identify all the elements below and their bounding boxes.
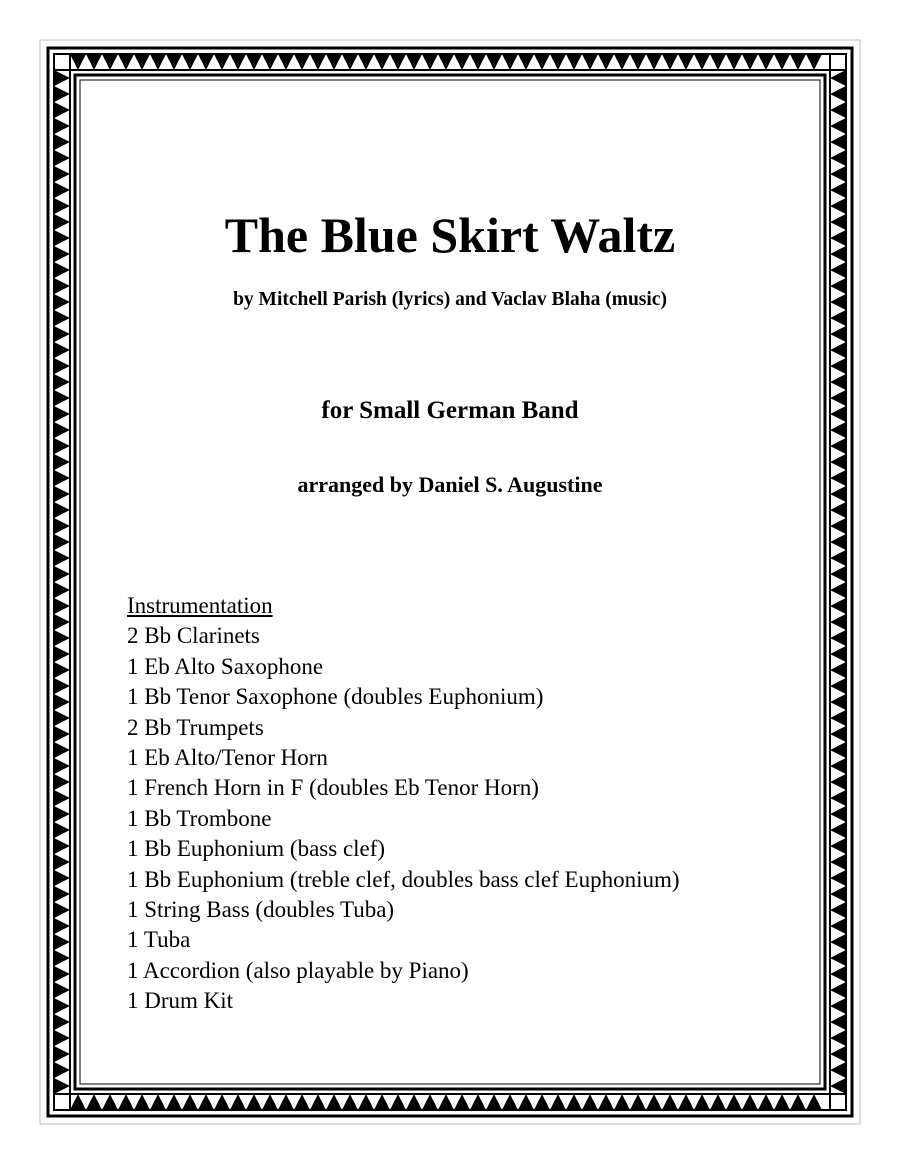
border-corner bbox=[54, 54, 70, 70]
border-triangle bbox=[662, 54, 678, 70]
instrument-item: 1 Drum Kit bbox=[127, 988, 234, 1014]
border-triangle bbox=[54, 502, 70, 518]
border-triangle bbox=[54, 742, 70, 758]
border-triangle bbox=[830, 694, 846, 710]
border-triangle bbox=[830, 326, 846, 342]
border-triangle bbox=[246, 1094, 262, 1110]
border-triangle bbox=[830, 502, 846, 518]
border-triangle bbox=[54, 102, 70, 118]
border-triangle bbox=[246, 54, 262, 70]
border-triangle bbox=[830, 518, 846, 534]
instrument-item: 1 Bb Euphonium (bass clef) bbox=[127, 836, 386, 862]
border-triangle bbox=[830, 678, 846, 694]
border-triangle bbox=[374, 1094, 390, 1110]
border-triangle bbox=[54, 726, 70, 742]
border-triangle bbox=[422, 1094, 438, 1110]
border-triangle bbox=[646, 54, 662, 70]
border-triangle bbox=[614, 54, 630, 70]
border-triangle bbox=[694, 1094, 710, 1110]
border-triangle bbox=[150, 1094, 166, 1110]
border-triangle bbox=[830, 966, 846, 982]
border-triangle bbox=[54, 534, 70, 550]
border-triangle bbox=[438, 54, 454, 70]
instrument-item: 2 Bb Trumpets bbox=[127, 714, 264, 740]
border-triangle bbox=[830, 598, 846, 614]
border-triangle bbox=[598, 54, 614, 70]
border-triangle bbox=[630, 1094, 646, 1110]
border-triangle bbox=[742, 54, 758, 70]
border-triangle bbox=[710, 54, 726, 70]
border-triangle bbox=[390, 1094, 406, 1110]
border-triangle bbox=[54, 758, 70, 774]
border-triangle bbox=[358, 1094, 374, 1110]
border-triangle bbox=[102, 54, 118, 70]
border-triangle bbox=[830, 902, 846, 918]
instrument-item: 1 Tuba bbox=[127, 927, 191, 953]
border-triangle bbox=[54, 1014, 70, 1030]
border-triangle bbox=[454, 54, 470, 70]
border-triangle bbox=[502, 54, 518, 70]
border-triangle bbox=[830, 566, 846, 582]
border-triangle bbox=[534, 1094, 550, 1110]
border-triangle bbox=[54, 998, 70, 1014]
border-triangle bbox=[830, 822, 846, 838]
border-triangle bbox=[342, 54, 358, 70]
border-triangle bbox=[294, 54, 310, 70]
border-triangle bbox=[54, 646, 70, 662]
border-triangle bbox=[566, 54, 582, 70]
border-triangle bbox=[54, 966, 70, 982]
border-triangle bbox=[54, 1078, 70, 1094]
border-triangle bbox=[806, 54, 822, 70]
border-triangle bbox=[54, 886, 70, 902]
border-triangle bbox=[830, 742, 846, 758]
border-triangle bbox=[262, 54, 278, 70]
border-corner bbox=[830, 1094, 846, 1110]
border-triangle bbox=[54, 614, 70, 630]
border-triangle bbox=[230, 54, 246, 70]
border-triangle bbox=[70, 54, 86, 70]
instrument-item: 1 French Horn in F (doubles Eb Tenor Horn) bbox=[127, 775, 539, 801]
border-triangle bbox=[710, 1094, 726, 1110]
border-triangle bbox=[182, 54, 198, 70]
border-triangle bbox=[830, 454, 846, 470]
border-triangle bbox=[390, 54, 406, 70]
border-triangle bbox=[54, 70, 70, 86]
border-triangle bbox=[54, 934, 70, 950]
border-triangle bbox=[54, 86, 70, 102]
border-triangle bbox=[518, 54, 534, 70]
border-triangle bbox=[214, 54, 230, 70]
border-triangle bbox=[134, 54, 150, 70]
border-triangle bbox=[70, 1094, 86, 1110]
border-triangle bbox=[294, 1094, 310, 1110]
border-triangle bbox=[694, 54, 710, 70]
border-triangle bbox=[550, 1094, 566, 1110]
border-triangle bbox=[54, 774, 70, 790]
instrumentation-heading: Instrumentation bbox=[127, 593, 273, 618]
border-triangle bbox=[470, 1094, 486, 1110]
border-triangle bbox=[534, 54, 550, 70]
border-triangle bbox=[54, 870, 70, 886]
border-triangle bbox=[326, 54, 342, 70]
border-triangle bbox=[830, 534, 846, 550]
border-triangle bbox=[422, 54, 438, 70]
border-triangle bbox=[830, 358, 846, 374]
border-triangle bbox=[830, 166, 846, 182]
instrument-item: 1 Eb Alto/Tenor Horn bbox=[127, 745, 328, 771]
border-triangle bbox=[830, 630, 846, 646]
border-triangle bbox=[830, 710, 846, 726]
border-triangle bbox=[54, 1046, 70, 1062]
border-triangle bbox=[118, 54, 134, 70]
border-triangle bbox=[486, 1094, 502, 1110]
border-triangle bbox=[326, 1094, 342, 1110]
border-triangle bbox=[518, 1094, 534, 1110]
border-triangle bbox=[502, 1094, 518, 1110]
border-triangle bbox=[830, 1062, 846, 1078]
border-triangle bbox=[54, 454, 70, 470]
border-triangle bbox=[830, 150, 846, 166]
border-triangle bbox=[830, 870, 846, 886]
border-triangle bbox=[830, 918, 846, 934]
border-triangle bbox=[830, 662, 846, 678]
border-triangle bbox=[262, 1094, 278, 1110]
border-triangle bbox=[54, 694, 70, 710]
border-triangle bbox=[54, 806, 70, 822]
border-triangle bbox=[830, 758, 846, 774]
border-triangle bbox=[54, 550, 70, 566]
border-triangle bbox=[830, 982, 846, 998]
border-triangle bbox=[54, 902, 70, 918]
border-triangle bbox=[830, 374, 846, 390]
border-triangle bbox=[486, 54, 502, 70]
border-triangle bbox=[166, 1094, 182, 1110]
border-triangle bbox=[830, 646, 846, 662]
border-triangle bbox=[830, 854, 846, 870]
border-triangle bbox=[830, 838, 846, 854]
border-triangle bbox=[830, 726, 846, 742]
border-triangle bbox=[54, 582, 70, 598]
border-triangle bbox=[630, 54, 646, 70]
border-triangle bbox=[790, 54, 806, 70]
instrumentation-list bbox=[127, 621, 680, 1016]
border-triangle bbox=[54, 790, 70, 806]
border-triangle bbox=[774, 1094, 790, 1110]
ensemble-line: for Small German Band bbox=[321, 397, 579, 424]
border-triangle bbox=[830, 118, 846, 134]
border-triangle bbox=[342, 1094, 358, 1110]
border-triangle bbox=[54, 374, 70, 390]
instrument-item: 1 Bb Tenor Saxophone (doubles Euphonium) bbox=[127, 684, 544, 710]
border-triangle bbox=[582, 1094, 598, 1110]
border-triangle bbox=[830, 134, 846, 150]
border-triangle bbox=[830, 550, 846, 566]
border-triangle bbox=[726, 1094, 742, 1110]
border-triangle bbox=[374, 54, 390, 70]
border-triangle bbox=[150, 54, 166, 70]
border-triangle bbox=[198, 1094, 214, 1110]
border-triangle bbox=[86, 54, 102, 70]
border-triangle bbox=[830, 70, 846, 86]
border-triangle bbox=[774, 54, 790, 70]
instrument-item: 1 Bb Trombone bbox=[127, 805, 272, 831]
border-triangle bbox=[182, 1094, 198, 1110]
composer-byline: by Mitchell Parish (lyrics) and Vaclav Blaha (music) bbox=[233, 289, 667, 310]
border-triangle bbox=[54, 822, 70, 838]
instrumentation-section bbox=[127, 591, 680, 1017]
border-triangle bbox=[830, 582, 846, 598]
instrument-item: 1 Eb Alto Saxophone bbox=[127, 653, 324, 679]
border-triangle bbox=[662, 1094, 678, 1110]
border-triangle bbox=[790, 1094, 806, 1110]
border-triangle bbox=[54, 630, 70, 646]
border-triangle bbox=[406, 54, 422, 70]
border-triangle bbox=[830, 934, 846, 950]
border-triangle bbox=[614, 1094, 630, 1110]
instrument-item: 2 Bb Clarinets bbox=[127, 623, 260, 649]
border-triangle bbox=[358, 54, 374, 70]
border-triangle bbox=[54, 598, 70, 614]
border-triangle bbox=[86, 1094, 102, 1110]
border-triangle bbox=[54, 1062, 70, 1078]
instrument-item: 1 Bb Euphonium (treble clef, doubles bass clef Euphonium) bbox=[127, 866, 680, 892]
border-triangle bbox=[278, 1094, 294, 1110]
border-triangle bbox=[678, 1094, 694, 1110]
border-triangle bbox=[758, 54, 774, 70]
border-triangle bbox=[438, 1094, 454, 1110]
border-triangle bbox=[102, 1094, 118, 1110]
border-triangle bbox=[726, 54, 742, 70]
border-triangle bbox=[646, 1094, 662, 1110]
border-triangle bbox=[230, 1094, 246, 1110]
border-triangle bbox=[830, 998, 846, 1014]
border-triangle bbox=[54, 438, 70, 454]
border-corner bbox=[830, 54, 846, 70]
border-triangle bbox=[830, 1046, 846, 1062]
border-triangle bbox=[406, 1094, 422, 1110]
border-triangle bbox=[830, 806, 846, 822]
border-triangle bbox=[214, 1094, 230, 1110]
page-title: The Blue Skirt Waltz bbox=[224, 207, 676, 263]
border-corner bbox=[54, 1094, 70, 1110]
border-triangle bbox=[742, 1094, 758, 1110]
border-triangle bbox=[310, 54, 326, 70]
border-triangle bbox=[54, 854, 70, 870]
border-triangle bbox=[830, 86, 846, 102]
border-triangle bbox=[166, 54, 182, 70]
border-triangle bbox=[758, 1094, 774, 1110]
border-triangle bbox=[54, 1030, 70, 1046]
instrument-item: 1 String Bass (doubles Tuba) bbox=[127, 897, 395, 923]
border-triangle bbox=[678, 54, 694, 70]
border-triangle bbox=[54, 838, 70, 854]
border-triangle bbox=[54, 982, 70, 998]
border-triangle bbox=[598, 1094, 614, 1110]
border-triangle bbox=[470, 54, 486, 70]
border-triangle bbox=[830, 1014, 846, 1030]
border-triangle bbox=[830, 438, 846, 454]
border-triangle bbox=[566, 1094, 582, 1110]
border-triangle bbox=[582, 54, 598, 70]
border-triangle bbox=[54, 918, 70, 934]
border-triangle bbox=[54, 358, 70, 374]
border-triangle bbox=[54, 950, 70, 966]
border-triangle bbox=[54, 150, 70, 166]
border-triangle bbox=[198, 54, 214, 70]
border-triangle bbox=[134, 1094, 150, 1110]
border-triangle bbox=[54, 342, 70, 358]
border-triangle bbox=[830, 614, 846, 630]
border-triangle bbox=[830, 1078, 846, 1094]
border-triangle bbox=[54, 710, 70, 726]
border-triangle bbox=[454, 1094, 470, 1110]
border-triangle bbox=[830, 182, 846, 198]
border-triangle bbox=[118, 1094, 134, 1110]
border-triangle bbox=[54, 518, 70, 534]
border-triangle bbox=[54, 326, 70, 342]
border-triangle bbox=[54, 166, 70, 182]
border-triangle bbox=[830, 790, 846, 806]
arranger-line: arranged by Daniel S. Augustine bbox=[297, 472, 603, 497]
border-triangle bbox=[54, 566, 70, 582]
border-triangle bbox=[310, 1094, 326, 1110]
border-triangle bbox=[54, 678, 70, 694]
border-triangle bbox=[830, 102, 846, 118]
instrument-item: 1 Accordion (also playable by Piano) bbox=[127, 957, 469, 983]
border-triangle bbox=[830, 886, 846, 902]
border-triangle bbox=[550, 54, 566, 70]
border-triangle bbox=[830, 1030, 846, 1046]
border-triangle bbox=[806, 1094, 822, 1110]
border-triangle bbox=[54, 662, 70, 678]
border-triangle bbox=[54, 182, 70, 198]
border-triangle bbox=[830, 774, 846, 790]
border-triangle bbox=[54, 134, 70, 150]
border-triangle bbox=[830, 950, 846, 966]
border-triangle bbox=[278, 54, 294, 70]
border-triangle bbox=[54, 118, 70, 134]
border-triangle bbox=[830, 342, 846, 358]
